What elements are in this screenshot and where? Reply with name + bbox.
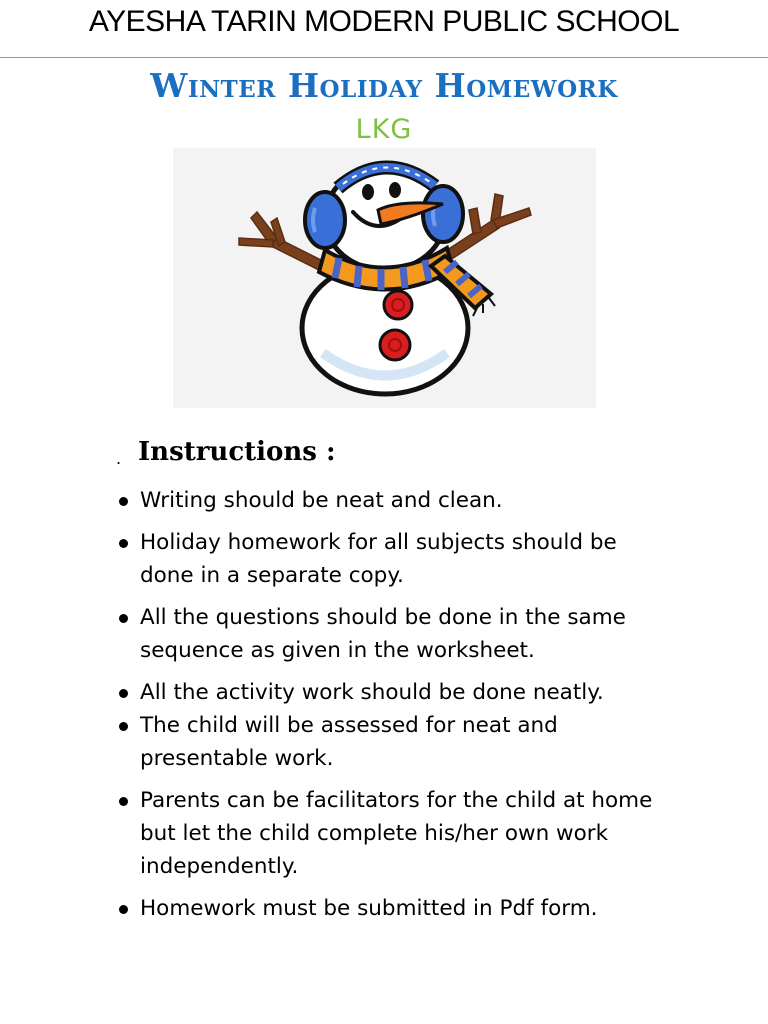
grade-label: LKG [355,114,413,145]
list-item: Holiday homework for all subjects should be done in a separate copy. [116,526,676,592]
snowman-eye [362,184,374,200]
snowman-button [380,330,410,360]
header-divider [0,57,768,58]
page-title: Winter Holiday Homework [150,66,618,105]
list-item: Homework must be submitted in Pdf form. [116,892,676,925]
earmuff-right [423,186,463,242]
list-item: The child will be assessed for neat and presentable work. [116,709,676,775]
list-item: All the activity work should be done neatly. [116,676,676,709]
instructions-heading-text: Instructions : [138,437,336,467]
list-item: Parents can be facilitators for the child at home but let the child complete his/her own work independently. [116,784,676,883]
snowman-button [384,291,412,319]
list-item: All the questions should be done in the same sequence as given in the worksheet. [116,601,676,667]
snowman-illustration [173,148,596,408]
instructions-heading [116,432,336,479]
heading-bullet: . [116,449,122,468]
list-item: Writing should be neat and clean. [116,484,676,517]
snowman-eye [389,182,401,198]
instructions-list [116,484,676,925]
school-name: AYESHA TARIN MODERN PUBLIC SCHOOL [88,5,680,38]
snowman-icon [173,148,596,408]
